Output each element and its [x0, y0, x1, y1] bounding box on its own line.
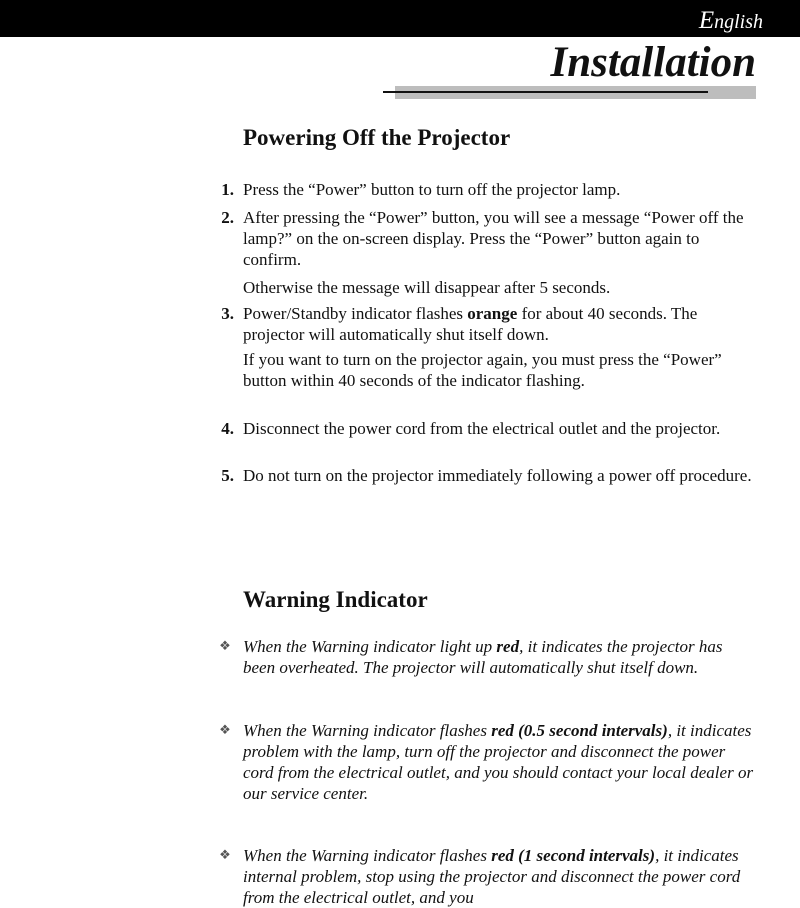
step-number: 4.: [221, 419, 234, 438]
language-label: English: [698, 7, 763, 34]
step-text: After pressing the “Power” button, you will see a message “Power off the lamp?” on the on-screen display. Press the “Power” button again to confirm.: [243, 208, 744, 269]
page-title: Installation: [550, 39, 756, 86]
diamond-bullet-icon: ❖: [219, 848, 231, 863]
bullet-text: When the Warning indicator flashes red (0.5 second intervals), it indicates problem with the lamp, turn off the projector and disconnect the power cord from the electrical outlet, and you should contact your local dealer or our service center.: [243, 721, 754, 803]
bullet-text: When the Warning indicator light up red, it indicates the projector has been overheated. The projector will automatically shut itself down.: [243, 637, 723, 677]
title-underline: [383, 91, 708, 93]
step-text: Do not turn on the projector immediately following a power off procedure.: [243, 466, 752, 485]
section-heading-power-off: Powering Off the Projector: [243, 125, 511, 150]
step-number: 5.: [221, 466, 234, 485]
step-text: Press the “Power” button to turn off the projector lamp.: [243, 180, 621, 199]
step-number: 2.: [221, 208, 234, 227]
step-text: Disconnect the power cord from the electrical outlet and the projector.: [243, 419, 721, 438]
step-note: If you want to turn on the projector again, you must press the “Power” button within 40 seconds of the indicator flashing.: [243, 350, 722, 390]
header-bar: [0, 0, 800, 37]
step-text: Power/Standby indicator flashes orange for about 40 seconds. The projector will automatically shut itself down.: [243, 304, 698, 344]
step-number: 1.: [221, 180, 234, 199]
diamond-bullet-icon: ❖: [219, 639, 231, 654]
section-heading-warning: Warning Indicator: [243, 587, 428, 612]
bullet-text: When the Warning indicator flashes red (1 second intervals), it indicates internal problem, stop using the projector and disconnect the power cord from the electrical outlet, and you: [243, 846, 741, 907]
step-note: Otherwise the message will disappear after 5 seconds.: [243, 278, 611, 297]
diamond-bullet-icon: ❖: [219, 723, 231, 738]
highlight-orange: orange: [467, 304, 518, 323]
step-number: 3.: [221, 304, 234, 323]
